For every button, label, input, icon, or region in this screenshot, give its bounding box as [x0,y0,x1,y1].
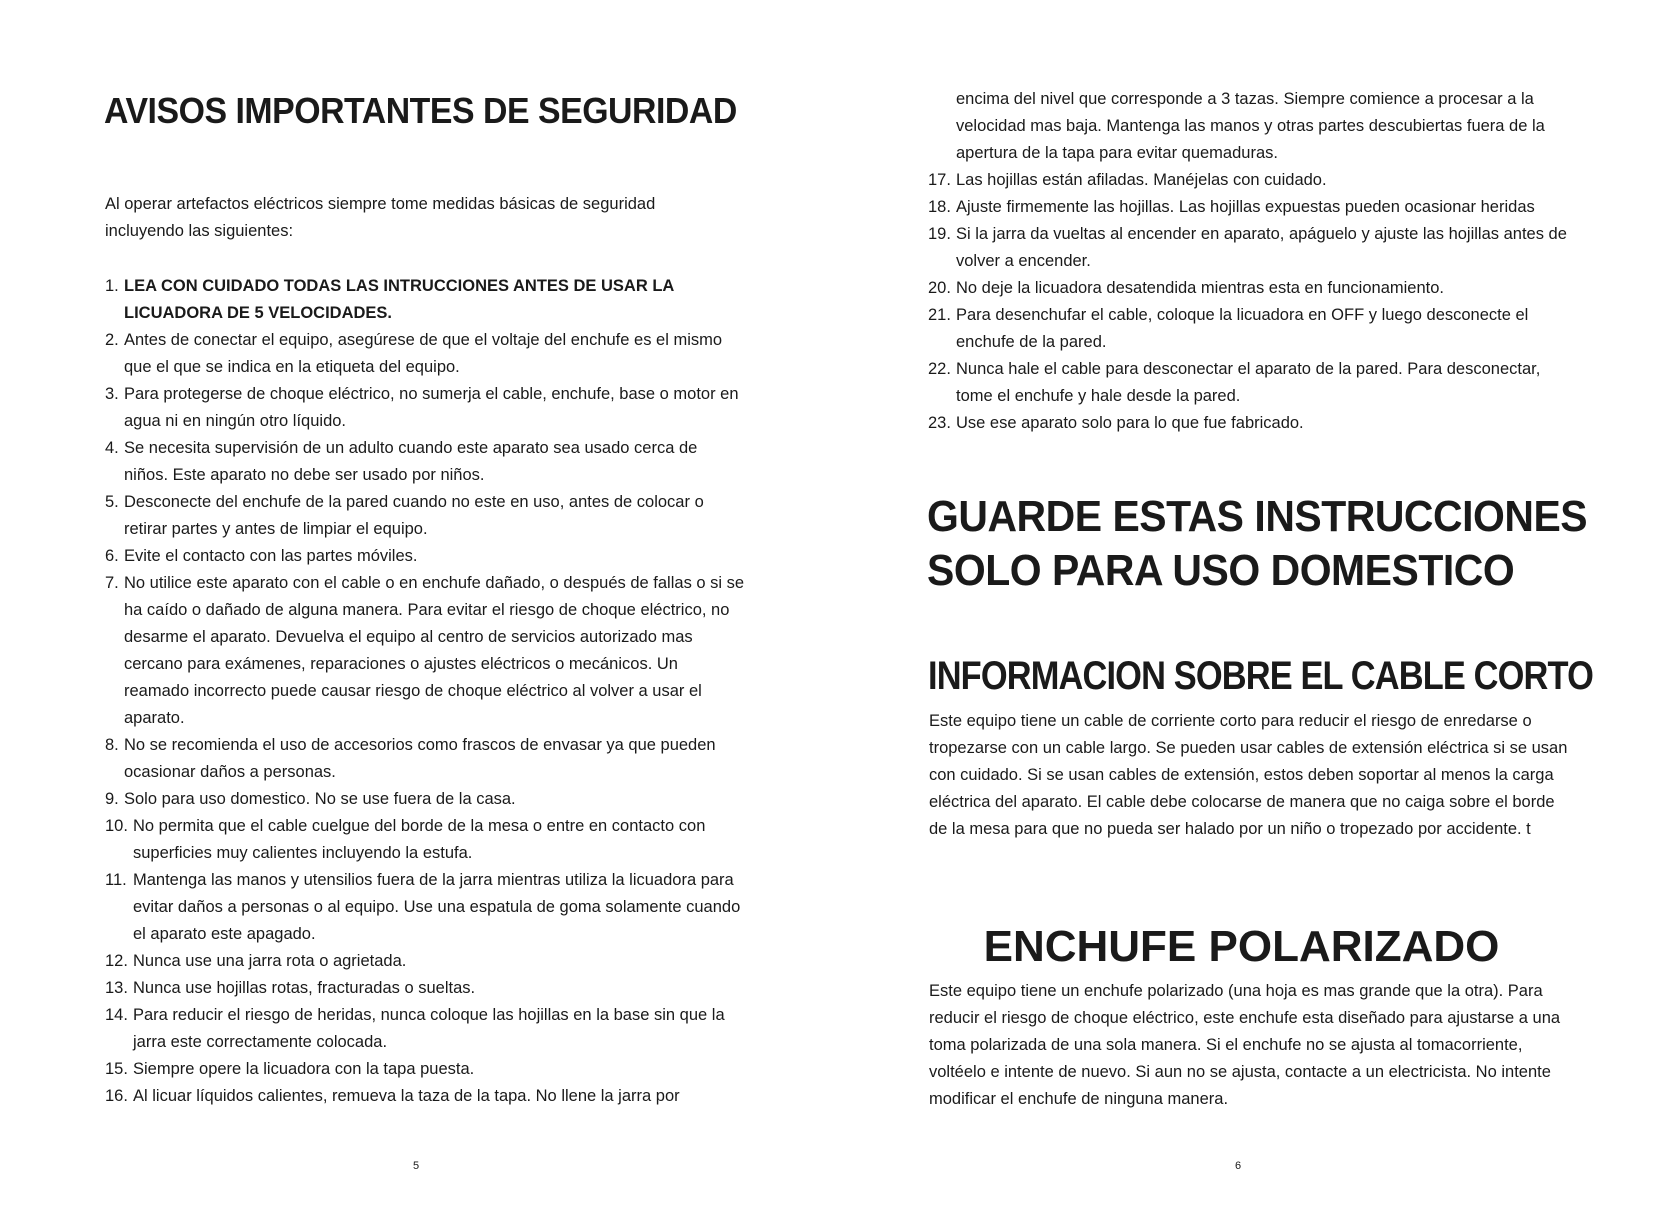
list-item [105,489,745,543]
item-number: 13. [105,979,128,997]
list-item [105,813,745,867]
item-number: 16. [105,1087,128,1105]
list-item [928,221,1568,275]
item-number: 8. [105,736,119,754]
item-text: Se necesita supervisión de un adulto cuando este aparato sea usado cerca de niños. Este aparato no debe ser usado por niños. [124,439,698,484]
item-text: Para desenchufar el cable, coloque la licuadora en OFF y luego desconecte el enchufe de la pared. [956,306,1529,351]
item-number: 3. [105,385,119,403]
item-text: Si la jarra da vueltas al encender en aparato, apáguelo y ajuste las hojillas antes de volver a encender. [956,225,1567,270]
save-heading-line2: SOLO PARA USO DOMESTICO [927,546,1515,595]
item-text: No deje la licuadora desatendida mientras esta en funcionamiento. [956,279,1444,297]
list-item [105,381,745,435]
list-item [928,275,1568,302]
item-text: encima del nivel que corresponde a 3 tazas. Siempre comience a procesar a la velocidad mas baja. Mantenga las manos y otras partes descubiertas fuera de la apertura de la tapa para evitar quemaduras. [956,90,1545,162]
list-item [105,975,745,1002]
list-item [105,786,745,813]
list-item [105,1056,745,1083]
polarized-plug-text: Este equipo tiene un enchufe polarizado (una hoja es mas grande que la otra). Para reducir el riesgo de choque eléctrico, este enchufe esta diseñado para ajustarse a una toma polarizada de una sola manera. Si el enchufe no se ajusta al tomacorriente, voltéelo e intente de nuevo. Si aun no se ajusta, contacte a un electricista. No intente modificar el enchufe de ninguna manera. [929,982,1561,1108]
item-text: Siempre opere la licuadora con la tapa puesta. [133,1060,475,1078]
safety-list-left [105,273,745,1110]
list-item [928,356,1568,410]
item-number: 21. [928,306,951,324]
save-heading-line1: GUARDE ESTAS INSTRUCCIONES [927,492,1588,541]
item-text: Use ese aparato solo para lo que fue fabricado. [956,414,1304,432]
item-text: Al licuar líquidos calientes, remueva la taza de la tapa. No llene la jarra por [133,1087,680,1105]
item-number: 7. [105,574,119,592]
save-instructions-heading [927,490,1587,598]
item-number: 9. [105,790,119,808]
item-text: Antes de conectar el equipo, asegúrese de que el voltaje del enchufe es el mismo que el que se indica en la etiqueta del equipo. [124,331,723,376]
item-number: 18. [928,198,951,216]
safety-intro: Al operar artefactos eléctricos siempre tome medidas básicas de seguridad incluyendo las siguientes: [105,195,656,240]
item-text: Para reducir el riesgo de heridas, nunca coloque las hojillas en la base sin que la jarra este correctamente colocada. [133,1006,725,1051]
item-text: Nunca hale el cable para desconectar el aparato de la pared. Para desconectar, tome el enchufe y hale desde la pared. [956,360,1541,405]
list-item [928,194,1568,221]
item-number: 1. [105,277,119,295]
item-number: 14. [105,1006,128,1024]
item-text: Evite el contacto con las partes móviles. [124,547,418,565]
item-number: 5. [105,493,119,511]
item-text: Las hojillas están afiladas. Manéjelas con cuidado. [956,171,1327,189]
item-text: Desconecte del enchufe de la pared cuando no este en uso, antes de colocar o retirar partes y antes de limpiar el equipo. [124,493,704,538]
safety-list-right [928,86,1568,437]
item-number: 11. [105,871,127,889]
item-text: Solo para uso domestico. No se use fuera de la casa. [124,790,516,808]
list-item [105,570,745,732]
item-text: Ajuste firmemente las hojillas. Las hojillas expuestas pueden ocasionar heridas [956,198,1535,216]
polarized-plug-heading: ENCHUFE POLARIZADO [983,922,1500,971]
item-number: 20. [928,279,951,297]
list-item [105,1002,745,1056]
item-text: No utilice este aparato con el cable o en enchufe dañado, o después de fallas o si se ha caído o dañado de alguna manera. Para evitar el riesgo de choque eléctrico, no desarme el aparato. Devuelva el equipo al centro de servicios autorizado mas cercano para exámenes, reparaciones o ajustes eléctricos o mecánicos. Un reamado incorrecto puede causar riesgo de choque eléctrico al volver a usar el aparato. [124,574,745,727]
item-number: 12. [105,952,128,970]
item-text: LEA CON CUIDADO TODAS LAS INTRUCCIONES ANTES DE USAR LA LICUADORA DE 5 VELOCIDADES. [124,277,674,322]
short-cable-text: Este equipo tiene un cable de corriente corto para reducir el riesgo de enredarse o tropezarse con un cable largo. Se pueden usar cables de extensión eléctrica si se usan con cuidado. Si se usan cables de extensión, estos deben soportar al menos la carga eléctrica del aparato. El cable debe colocarse de manera que no caiga sobre el borde de la mesa para que no pueda ser halado por un niño o tropezado por accidente. t [929,712,1568,838]
item-number: 22. [928,360,951,378]
item-number: 17. [928,171,951,189]
item-text: Para protegerse de choque eléctrico, no sumerja el cable, enchufe, base o motor en agua ni en ningún otro líquido. [124,385,739,430]
right-page [828,0,1655,1213]
short-cable-heading: INFORMACION SOBRE EL CABLE CORTO [928,654,1593,698]
item-text: Mantenga las manos y utensilios fuera de la jarra mientras utiliza la licuadora para evitar daños a personas o al equipo. Use una espatula de goma solamente cuando el aparato este apagado. [133,871,741,943]
list-item [928,167,1568,194]
item-number: 4. [105,439,119,457]
left-page [0,0,827,1213]
list-item [105,867,745,948]
item-text: Nunca use una jarra rota o agrietada. [133,952,407,970]
list-item [105,1083,745,1110]
item-text: No permita que el cable cuelgue del borde de la mesa o entre en contacto con superficies muy calientes incluyendo la estufa. [133,817,706,862]
safety-heading: AVISOS IMPORTANTES DE SEGURIDAD [104,90,737,131]
page-number: 5 [413,1160,420,1172]
item-text: Nunca use hojillas rotas, fracturadas o sueltas. [133,979,476,997]
item-number: 15. [105,1060,128,1078]
item-number: 23. [928,414,951,432]
item-number: 19. [928,225,951,243]
list-item [928,302,1568,356]
item-number: 2. [105,331,119,349]
item-number: 10. [105,817,128,835]
list-item [105,435,745,489]
list-item [105,327,745,381]
list-item-continuation [928,86,1568,167]
list-item [105,273,745,327]
item-text: No se recomienda el uso de accesorios como frascos de envasar ya que pueden ocasionar daños a personas. [124,736,716,781]
list-item [928,410,1568,437]
item-number: 6. [105,547,119,565]
list-item [105,543,745,570]
list-item [105,732,745,786]
page-number: 6 [1235,1160,1242,1172]
list-item [105,948,745,975]
